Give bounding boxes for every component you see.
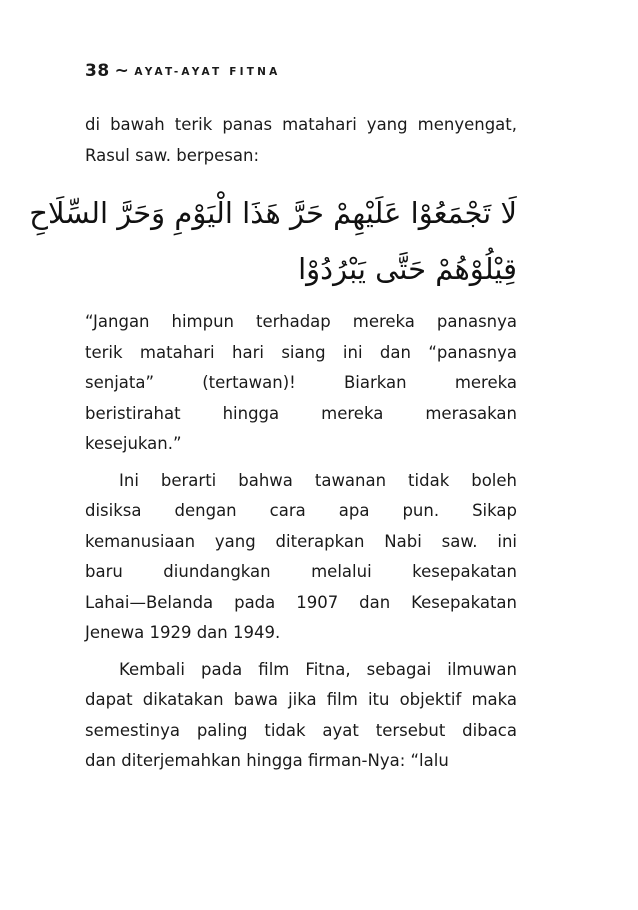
- text-line: baru diundangkan melalui kesepakatan: [85, 562, 517, 581]
- text-line: Jenewa 1929 dan 1949.: [85, 623, 281, 642]
- running-title: AYAT-AYAT FITNA: [134, 66, 281, 78]
- header-separator: ~: [114, 61, 130, 81]
- text-line: disiksa dengan cara apa pun. Sikap: [85, 501, 517, 520]
- arabic-hadith: [29, 185, 517, 297]
- text-line: Kembali pada film Fitna, sebagai ilmuwan: [119, 659, 517, 679]
- text-line: dapat dikatakan bawa jika film itu objektif maka: [85, 690, 517, 709]
- arabic-line-2: قِيْلُوْهُمْ حَتَّى يَبْرُدُوْا: [298, 252, 517, 286]
- page-number: 38: [85, 61, 110, 81]
- paragraph-3: [85, 655, 517, 777]
- translation-quote: [85, 307, 517, 460]
- arabic-line-1: لَا تَجْمَعُوْا عَلَيْهِمْ حَرَّ هَذَا الْيَوْمِ وَحَرَّ السِّلَاحِ: [29, 196, 517, 230]
- text-line: “Jangan himpun terhadap mereka panasnya: [85, 312, 517, 331]
- running-header: [85, 60, 517, 82]
- text-line: di bawah terik panas matahari yang menyengat,: [85, 115, 517, 134]
- text-line: Ini berarti bahwa tawanan tidak boleh: [119, 470, 517, 490]
- text-line: Lahai—Belanda pada 1907 dan Kesepakatan: [85, 592, 517, 612]
- text-line: kemanusiaan yang diterapkan Nabi saw. ini: [85, 531, 517, 551]
- text-line: semestinya paling tidak ayat tersebut dibaca: [85, 720, 517, 740]
- paragraph-2: [85, 466, 517, 649]
- text-line: kesejukan.”: [85, 434, 182, 453]
- text-line: beristirahat hingga mereka merasakan: [85, 403, 517, 423]
- text-line: terik matahari hari siang ini dan “panasnya: [85, 342, 517, 362]
- text-line: Rasul saw. berpesan:: [85, 145, 260, 165]
- text-line: senjata” (tertawan)! Biarkan mereka: [85, 373, 517, 392]
- book-page: [29, 60, 517, 777]
- intro-paragraph: [85, 110, 517, 171]
- text-line: dan diterjemahkan hingga firman-Nya: “lalu: [85, 751, 449, 770]
